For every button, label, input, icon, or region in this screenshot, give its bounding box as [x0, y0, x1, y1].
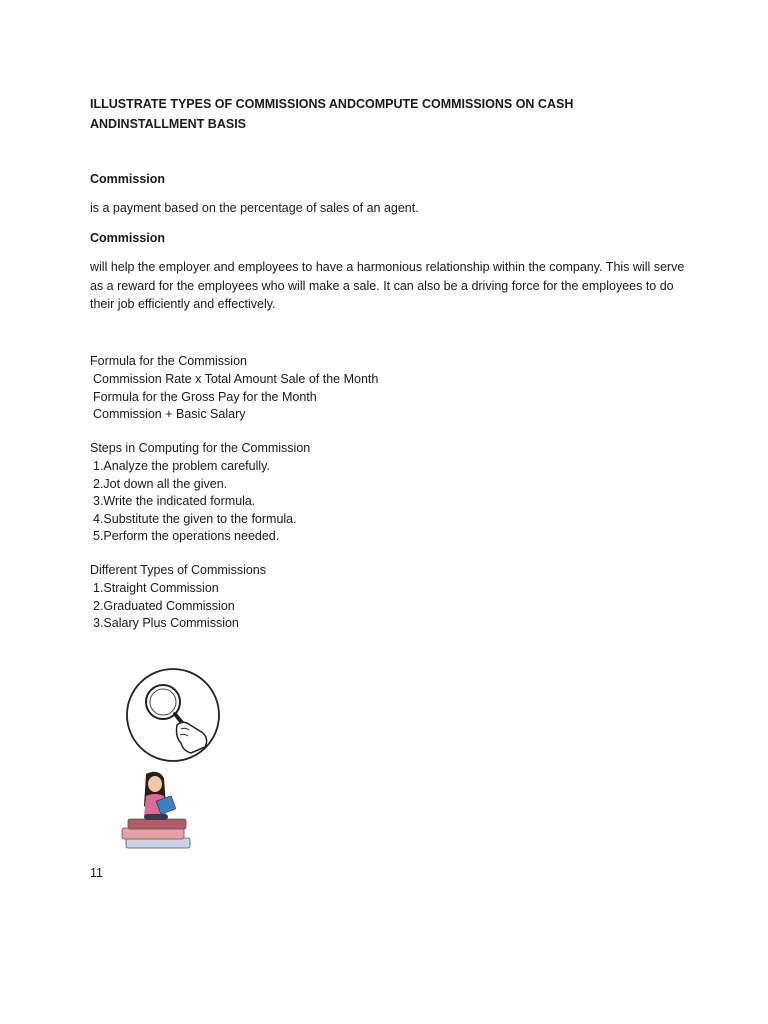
document-title: ILLUSTRATE TYPES OF COMMISSIONS ANDCOMPUTE COMMISSIONS ON CASH ANDINSTALLMENT BASIS: [90, 97, 574, 131]
magnifying-glass-icon: [125, 667, 221, 763]
step-item: 2.Jot down all the given.: [93, 477, 228, 491]
step-item: 1.Analyze the problem carefully.: [93, 459, 270, 473]
commission-heading-1: Commission: [90, 172, 166, 186]
girl-reading-on-books-icon: [120, 770, 194, 852]
steps-heading: Steps in Computing for the Commission: [90, 441, 311, 455]
formula-line: Formula for the Gross Pay for the Month: [93, 390, 317, 404]
type-item: 1.Straight Commission: [93, 581, 219, 595]
commission-heading-2: Commission: [90, 231, 166, 245]
commission-definition-1: is a payment based on the percentage of sales of an agent.: [90, 201, 419, 215]
type-item: 2.Graduated Commission: [93, 599, 235, 613]
formula-heading: Formula for the Commission: [90, 354, 247, 368]
commission-definition-2: will help the employer and employees to have a harmonious relationship within the company. This will serve as a reward for the employees who will make a sale. It can also be a driving force for the employees to do their job efficiently and effectively.: [90, 260, 685, 311]
step-item: 3.Write the indicated formula.: [93, 494, 256, 508]
page-number: 11: [90, 866, 103, 880]
formula-line: Commission Rate x Total Amount Sale of the Month: [93, 372, 379, 386]
step-item: 5.Perform the operations needed.: [93, 529, 280, 543]
formula-line: Commission + Basic Salary: [93, 407, 246, 421]
types-heading: Different Types of Commissions: [90, 563, 266, 577]
type-item: 3.Salary Plus Commission: [93, 616, 239, 630]
step-item: 4.Substitute the given to the formula.: [93, 512, 297, 526]
